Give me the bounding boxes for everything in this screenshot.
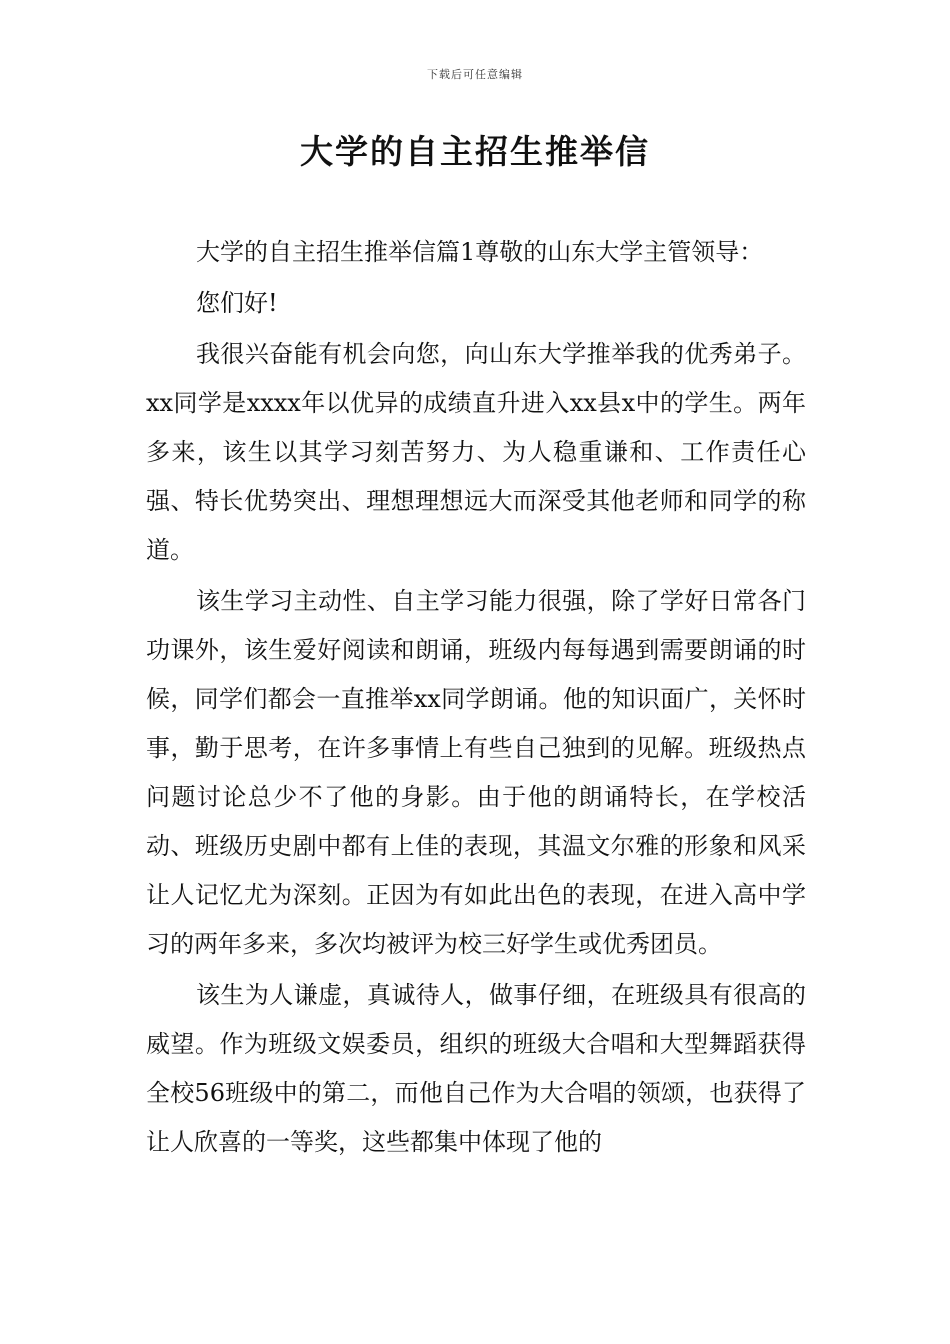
document-title: 大学的自主招生推举信 [300,132,650,171]
paragraph-salutation: 大学的自主招生推举信篇1尊敬的山东大学主管领导： [196,238,764,266]
document-body [146,228,806,1167]
paragraph-greeting: 您们好! [196,289,278,317]
paragraph-introduction: 我很兴奋能有机会向您，向山东大学推举我的优秀弟子。xx同学是xxxx年以优异的成绩直升进入xx县x中的学生。两年多来，该生以其学习刻苦努力、为人稳重谦和、工作责任心强、特长优势突出、理想理想远大而深受其他老师和同学的称道。 [146,340,806,564]
paragraph-study: 该生学习主动性、自主学习能力很强，除了学好日常各门功课外，该生爱好阅读和朗诵，班级内每每遇到需要朗诵的时候，同学们都会一直推举xx同学朗诵。他的知识面广，关怀时事，勤于思考，在许多事情上有些自己独到的见解。班级热点问题讨论总少不了他的身影。由于他的朗诵特长，在学校活动、班级历史剧中都有上佳的表现，其温文尔雅的形象和风采让人记忆尤为深刻。正因为有如此出色的表现，在进入高中学习的两年多来，多次均被评为校三好学生或优秀团员。 [146,587,806,958]
paragraph-character: 该生为人谦虚，真诚待人，做事仔细，在班级具有很高的威望。作为班级文娱委员，组织的班级大合唱和大型舞蹈获得全校56班级中的第二，而他自己作为大合唱的领颂，也获得了让人欣喜的一等奖，这些都集中体现了他的 [146,981,806,1156]
header-note: 下载后可任意编辑 [427,68,523,81]
